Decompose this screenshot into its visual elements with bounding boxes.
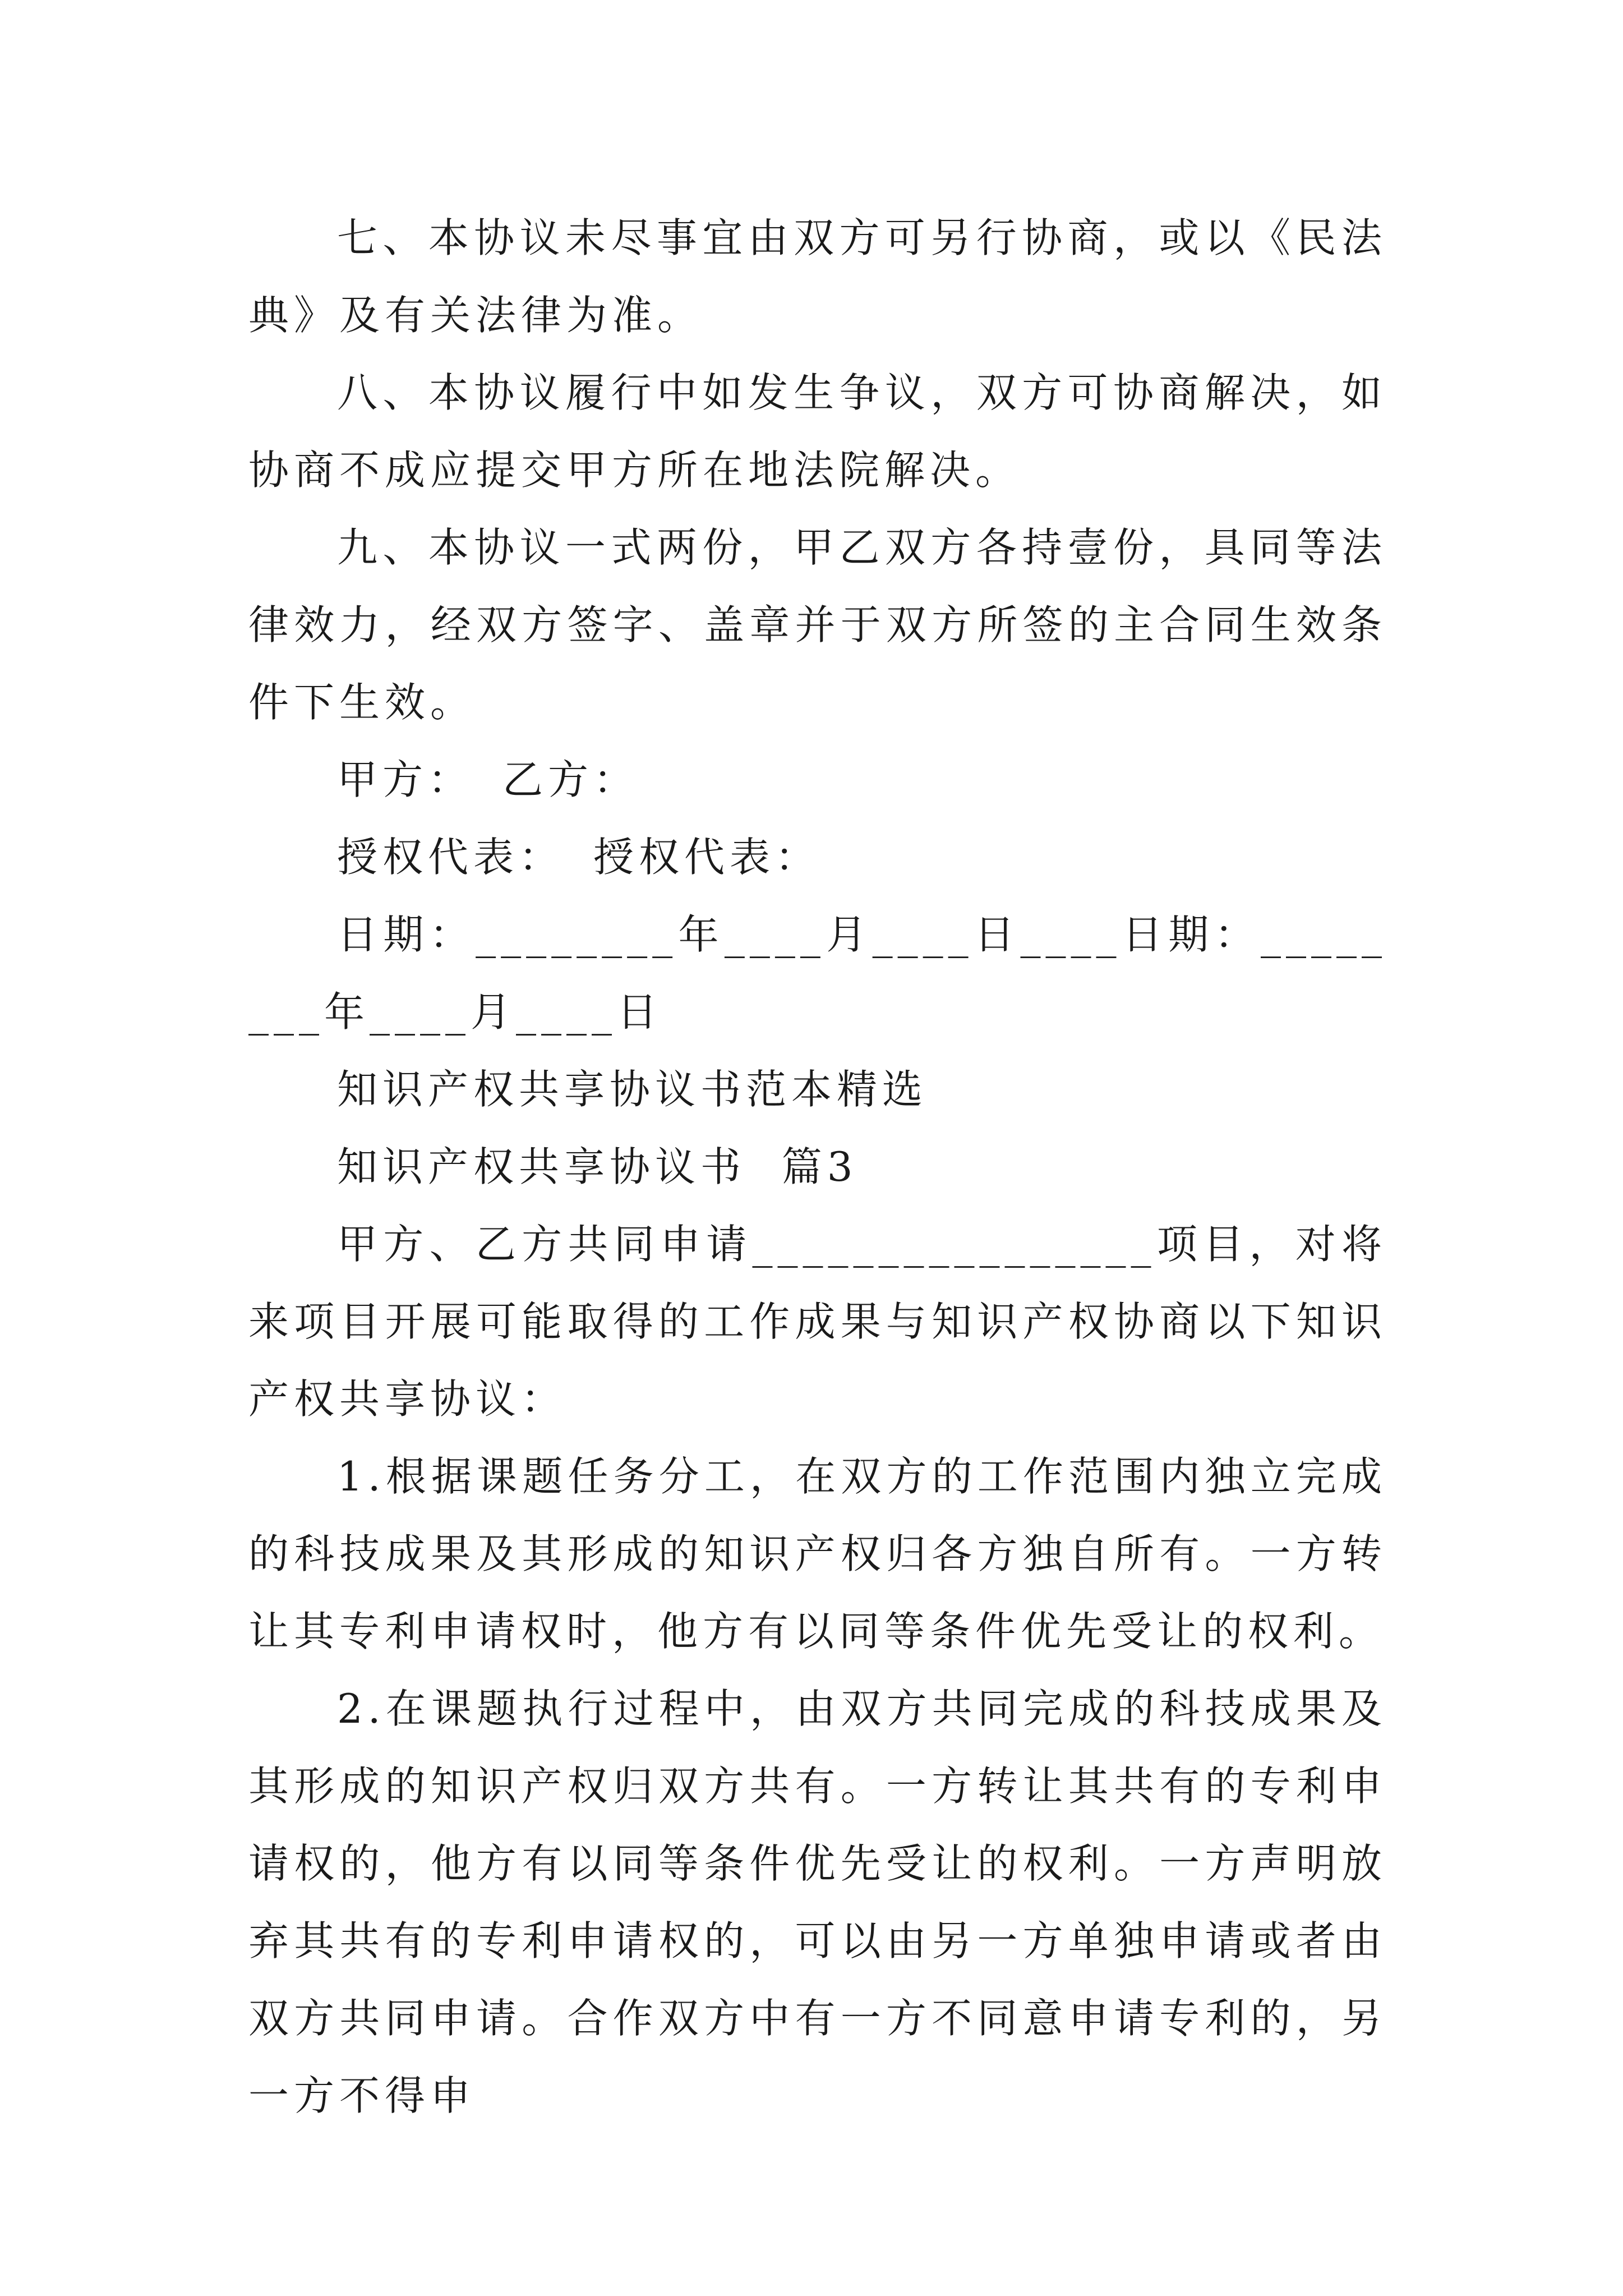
clause-7: 七、本协议未尽事宜由双方可另行协商，或以《民法典》及有关法律为准。 (248, 214, 1387, 339)
clause-9: 九、本协议一式两份，甲乙双方各持壹份，具同等法律效力，经双方签字、盖章并于双方所签的主合同生效条件下生效。 (248, 524, 1387, 726)
clause-8: 八、本协议履行中如发生争议，双方可协商解决，如协商不成应提交甲方所在地法院解决。 (248, 369, 1387, 494)
party-b-label: 乙方： (502, 756, 639, 803)
subsection-title: 知识产权共享协议书 篇3 (337, 1143, 858, 1190)
signature-representatives (248, 818, 1387, 896)
item-1: 1.根据课题任务分工，在双方的工作范围内独立完成的科技成果及其形成的知识产权归各方独自所有。一方转让其专利申请权时，他方有以同等条件优先受让的权利。 (248, 1453, 1387, 1655)
rep-a-label: 授权代表： (337, 834, 565, 881)
section-title: 知识产权共享协议书范本精选 (337, 1066, 928, 1113)
party-a-label: 甲方： (337, 756, 474, 803)
document-body (248, 199, 1387, 2134)
signature-parties (248, 741, 1387, 818)
item-2: 2.在课题执行过程中，由双方共同完成的科技成果及其形成的知识产权归双方共有。一方转让其共有的专利申请权的，他方有以同等条件优先受让的权利。一方声明放弃其共有的专利申请权的，可以由另一方单独申请或者由双方共同申请。合作双方中有一方不同意申请专利的，另一方不得申 (248, 1685, 1387, 2119)
intro-paragraph: 甲方、乙方共同申请________________项目，对将来项目开展可能取得的工作成果与知识产权协商以下知识产权共享协议： (248, 1221, 1387, 1423)
signature-date-line: 日期：________年____月____日____日期：________年____月____日 (248, 911, 1387, 1036)
rep-b-label: 授权代表： (593, 834, 821, 881)
